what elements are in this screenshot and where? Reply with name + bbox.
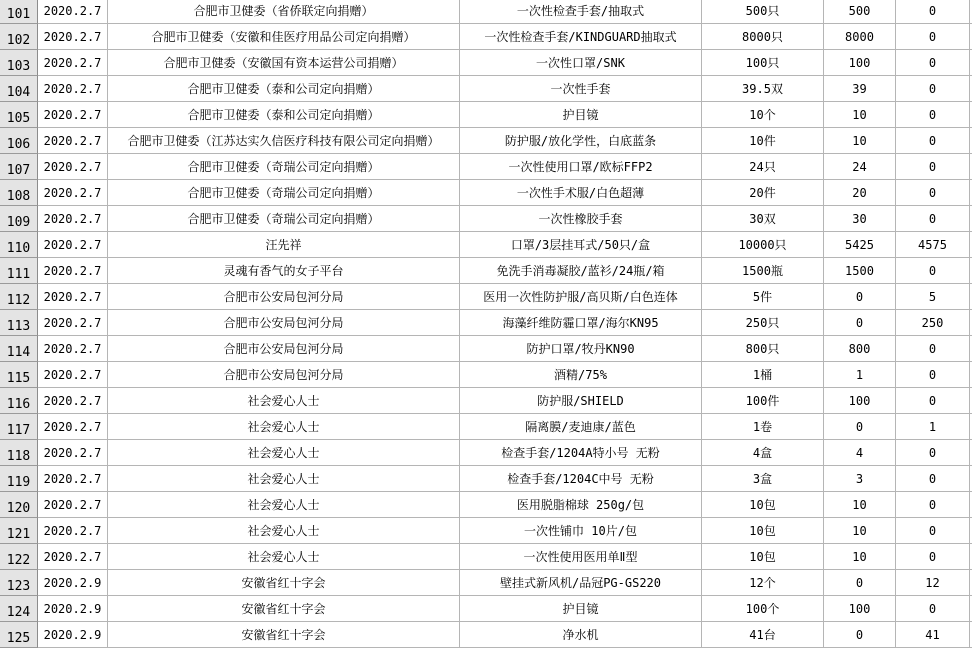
quantity-cell[interactable]: 12个 [702, 570, 824, 596]
row-header[interactable]: 125 [0, 622, 38, 648]
received-cell[interactable]: 30 [824, 206, 896, 232]
quantity-cell[interactable]: 10个 [702, 102, 824, 128]
received-cell[interactable]: 5425 [824, 232, 896, 258]
date-cell[interactable]: 2020.2.7 [38, 388, 108, 414]
row-header[interactable]: 116 [0, 388, 38, 414]
item-cell[interactable]: 口罩/3层挂耳式/50只/盒 [460, 232, 702, 258]
quantity-cell[interactable]: 800只 [702, 336, 824, 362]
donor-cell[interactable]: 合肥市公安局包河分局 [108, 284, 460, 310]
donor-cell[interactable]: 灵魂有香气的女子平台 [108, 258, 460, 284]
date-cell[interactable]: 2020.2.7 [38, 258, 108, 284]
dispatched-cell[interactable]: 0 [896, 362, 970, 388]
quantity-cell[interactable]: 4盒 [702, 440, 824, 466]
item-cell[interactable]: 一次性使用医用单Ⅱ型 [460, 544, 702, 570]
dispatched-cell[interactable]: 0 [896, 180, 970, 206]
donor-cell[interactable]: 合肥市卫健委（奇瑞公司定向捐赠） [108, 206, 460, 232]
quantity-cell[interactable]: 250只 [702, 310, 824, 336]
row-header[interactable]: 122 [0, 544, 38, 570]
table-row [0, 258, 972, 284]
row-header[interactable]: 123 [0, 570, 38, 596]
date-cell[interactable]: 2020.2.9 [38, 570, 108, 596]
received-cell[interactable]: 0 [824, 310, 896, 336]
row-header[interactable]: 113 [0, 310, 38, 336]
item-cell[interactable]: 防护服/SHIELD [460, 388, 702, 414]
dispatched-cell[interactable]: 0 [896, 466, 970, 492]
table-row [0, 206, 972, 232]
quantity-cell[interactable]: 1桶 [702, 362, 824, 388]
dispatched-cell[interactable]: 0 [896, 544, 970, 570]
donor-cell[interactable]: 合肥市卫健委（安徽和佳医疗用品公司定向捐赠） [108, 24, 460, 50]
dispatched-cell[interactable]: 0 [896, 24, 970, 50]
row-header[interactable]: 121 [0, 518, 38, 544]
received-cell[interactable]: 100 [824, 388, 896, 414]
item-cell[interactable]: 一次性检查手套/KINDGUARD抽取式 [460, 24, 702, 50]
received-cell[interactable]: 8000 [824, 24, 896, 50]
row-header[interactable]: 103 [0, 50, 38, 76]
received-cell[interactable]: 0 [824, 570, 896, 596]
quantity-cell[interactable]: 10000只 [702, 232, 824, 258]
donor-cell[interactable]: 社会爱心人士 [108, 544, 460, 570]
donor-cell[interactable]: 社会爱心人士 [108, 440, 460, 466]
received-cell[interactable]: 0 [824, 622, 896, 648]
item-cell[interactable]: 隔离膜/麦迪康/蓝色 [460, 414, 702, 440]
received-cell[interactable]: 20 [824, 180, 896, 206]
received-cell[interactable]: 24 [824, 154, 896, 180]
row-header[interactable]: 109 [0, 206, 38, 232]
date-cell[interactable]: 2020.2.9 [38, 596, 108, 622]
dispatched-cell[interactable]: 0 [896, 206, 970, 232]
date-cell[interactable]: 2020.2.7 [38, 284, 108, 310]
donor-cell[interactable]: 合肥市卫健委（泰和公司定向捐赠） [108, 76, 460, 102]
dispatched-cell[interactable]: 0 [896, 518, 970, 544]
dispatched-cell[interactable]: 5 [896, 284, 970, 310]
table-row [0, 154, 972, 180]
dispatched-cell[interactable]: 0 [896, 128, 970, 154]
received-cell[interactable]: 1 [824, 362, 896, 388]
donor-cell[interactable]: 合肥市卫健委（奇瑞公司定向捐赠） [108, 180, 460, 206]
date-cell[interactable]: 2020.2.7 [38, 76, 108, 102]
received-cell[interactable]: 800 [824, 336, 896, 362]
item-cell[interactable]: 护目镜 [460, 102, 702, 128]
received-cell[interactable]: 10 [824, 102, 896, 128]
donor-cell[interactable]: 社会爱心人士 [108, 388, 460, 414]
received-cell[interactable]: 100 [824, 596, 896, 622]
item-cell[interactable]: 一次性橡胶手套 [460, 206, 702, 232]
table-row [0, 440, 972, 466]
received-cell[interactable]: 10 [824, 128, 896, 154]
dispatched-cell[interactable]: 0 [896, 440, 970, 466]
quantity-cell[interactable]: 100个 [702, 596, 824, 622]
donor-cell[interactable]: 合肥市卫健委（江苏达实久信医疗科技有限公司定向捐赠） [108, 128, 460, 154]
table-row [0, 310, 972, 336]
row-header[interactable]: 124 [0, 596, 38, 622]
row-header[interactable]: 101 [0, 0, 38, 24]
quantity-cell[interactable]: 41台 [702, 622, 824, 648]
quantity-cell[interactable]: 10包 [702, 518, 824, 544]
date-cell[interactable]: 2020.2.7 [38, 310, 108, 336]
date-cell[interactable]: 2020.2.7 [38, 414, 108, 440]
quantity-cell[interactable]: 24只 [702, 154, 824, 180]
donor-cell[interactable]: 安徽省红十字会 [108, 596, 460, 622]
table-row [0, 102, 972, 128]
item-cell[interactable]: 一次性使用口罩/欧标FFP2 [460, 154, 702, 180]
received-cell[interactable]: 10 [824, 518, 896, 544]
date-cell[interactable]: 2020.2.7 [38, 128, 108, 154]
received-cell[interactable]: 0 [824, 414, 896, 440]
table-row [0, 596, 972, 622]
row-header[interactable]: 106 [0, 128, 38, 154]
date-cell[interactable]: 2020.2.7 [38, 154, 108, 180]
row-header[interactable]: 117 [0, 414, 38, 440]
item-cell[interactable]: 海藻纤维防霾口罩/海尔KN95 [460, 310, 702, 336]
row-header[interactable]: 110 [0, 232, 38, 258]
dispatched-cell[interactable]: 0 [896, 596, 970, 622]
dispatched-cell[interactable]: 0 [896, 76, 970, 102]
table-row [0, 284, 972, 310]
row-header[interactable]: 114 [0, 336, 38, 362]
item-cell[interactable]: 净水机 [460, 622, 702, 648]
date-cell[interactable]: 2020.2.7 [38, 362, 108, 388]
quantity-cell[interactable]: 500只 [702, 0, 824, 24]
dispatched-cell[interactable]: 0 [896, 492, 970, 518]
table-row [0, 50, 972, 76]
quantity-cell[interactable]: 30双 [702, 206, 824, 232]
date-cell[interactable]: 2020.2.7 [38, 518, 108, 544]
donor-cell[interactable]: 合肥市卫健委（奇瑞公司定向捐赠） [108, 154, 460, 180]
date-cell[interactable]: 2020.2.7 [38, 440, 108, 466]
quantity-cell[interactable]: 10包 [702, 544, 824, 570]
row-header[interactable]: 107 [0, 154, 38, 180]
item-cell[interactable]: 防护口罩/牧丹KN90 [460, 336, 702, 362]
date-cell[interactable]: 2020.2.7 [38, 544, 108, 570]
date-cell[interactable]: 2020.2.7 [38, 50, 108, 76]
date-cell[interactable]: 2020.2.7 [38, 24, 108, 50]
quantity-cell[interactable]: 10包 [702, 492, 824, 518]
donor-cell[interactable]: 社会爱心人士 [108, 414, 460, 440]
table-row [0, 76, 972, 102]
dispatched-cell[interactable]: 0 [896, 154, 970, 180]
item-cell[interactable]: 壁挂式新风机/品冠PG-GS220 [460, 570, 702, 596]
date-cell[interactable]: 2020.2.7 [38, 336, 108, 362]
quantity-cell[interactable]: 100件 [702, 388, 824, 414]
donor-cell[interactable]: 合肥市卫健委（省侨联定向捐赠） [108, 0, 460, 24]
item-cell[interactable]: 一次性检查手套/抽取式 [460, 0, 702, 24]
table-row [0, 622, 972, 648]
date-cell[interactable]: 2020.2.7 [38, 492, 108, 518]
donor-cell[interactable]: 合肥市卫健委（泰和公司定向捐赠） [108, 102, 460, 128]
donor-cell[interactable]: 安徽省红十字会 [108, 622, 460, 648]
received-cell[interactable]: 500 [824, 0, 896, 24]
row-header[interactable]: 108 [0, 180, 38, 206]
donor-cell[interactable]: 社会爱心人士 [108, 492, 460, 518]
table-row [0, 414, 972, 440]
item-cell[interactable]: 酒精/75% [460, 362, 702, 388]
date-cell[interactable]: 2020.2.7 [38, 102, 108, 128]
table-row [0, 336, 972, 362]
date-cell[interactable]: 2020.2.7 [38, 180, 108, 206]
donor-cell[interactable]: 汪先祥 [108, 232, 460, 258]
table-row [0, 570, 972, 596]
received-cell[interactable]: 0 [824, 284, 896, 310]
row-header[interactable]: 115 [0, 362, 38, 388]
donor-cell[interactable]: 社会爱心人士 [108, 466, 460, 492]
dispatched-cell[interactable]: 0 [896, 0, 970, 24]
quantity-cell[interactable]: 20件 [702, 180, 824, 206]
quantity-cell[interactable]: 39.5双 [702, 76, 824, 102]
item-cell[interactable]: 护目镜 [460, 596, 702, 622]
table-row [0, 466, 972, 492]
quantity-cell[interactable]: 3盒 [702, 466, 824, 492]
item-cell[interactable]: 检查手套/1204A特小号 无粉 [460, 440, 702, 466]
dispatched-cell[interactable]: 250 [896, 310, 970, 336]
table-row [0, 544, 972, 570]
row-header[interactable]: 118 [0, 440, 38, 466]
row-header[interactable]: 102 [0, 24, 38, 50]
dispatched-cell[interactable]: 4575 [896, 232, 970, 258]
table-row [0, 388, 972, 414]
date-cell[interactable]: 2020.2.7 [38, 0, 108, 24]
item-cell[interactable]: 医用脱脂棉球 250g/包 [460, 492, 702, 518]
row-header[interactable]: 120 [0, 492, 38, 518]
received-cell[interactable]: 4 [824, 440, 896, 466]
quantity-cell[interactable]: 100只 [702, 50, 824, 76]
item-cell[interactable]: 一次性口罩/SNK [460, 50, 702, 76]
date-cell[interactable]: 2020.2.7 [38, 206, 108, 232]
table-row [0, 362, 972, 388]
item-cell[interactable]: 一次性手术服/白色超薄 [460, 180, 702, 206]
donor-cell[interactable]: 合肥市卫健委（安徽国有资本运营公司捐赠） [108, 50, 460, 76]
table-row [0, 492, 972, 518]
table-row [0, 180, 972, 206]
item-cell[interactable]: 一次性手套 [460, 76, 702, 102]
item-cell[interactable]: 检查手套/1204C中号 无粉 [460, 466, 702, 492]
received-cell[interactable]: 3 [824, 466, 896, 492]
dispatched-cell[interactable]: 0 [896, 50, 970, 76]
donor-cell[interactable]: 安徽省红十字会 [108, 570, 460, 596]
table-row [0, 0, 972, 24]
date-cell[interactable]: 2020.2.7 [38, 232, 108, 258]
received-cell[interactable]: 100 [824, 50, 896, 76]
dispatched-cell[interactable]: 0 [896, 336, 970, 362]
row-header[interactable]: 105 [0, 102, 38, 128]
dispatched-cell[interactable]: 0 [896, 388, 970, 414]
table-row [0, 518, 972, 544]
row-header[interactable]: 104 [0, 76, 38, 102]
dispatched-cell[interactable]: 1 [896, 414, 970, 440]
dispatched-cell[interactable]: 0 [896, 102, 970, 128]
received-cell[interactable]: 39 [824, 76, 896, 102]
table-row [0, 24, 972, 50]
donor-cell[interactable]: 社会爱心人士 [108, 518, 460, 544]
row-header[interactable]: 112 [0, 284, 38, 310]
received-cell[interactable]: 1500 [824, 258, 896, 284]
item-cell[interactable]: 防护服/放化学性，白底蓝条 [460, 128, 702, 154]
table-row [0, 232, 972, 258]
quantity-cell[interactable]: 1卷 [702, 414, 824, 440]
donor-cell[interactable]: 合肥市公安局包河分局 [108, 310, 460, 336]
donor-cell[interactable]: 合肥市公安局包河分局 [108, 362, 460, 388]
row-header[interactable]: 111 [0, 258, 38, 284]
quantity-cell[interactable]: 1500瓶 [702, 258, 824, 284]
table-row [0, 128, 972, 154]
date-cell[interactable]: 2020.2.7 [38, 466, 108, 492]
received-cell[interactable]: 10 [824, 492, 896, 518]
donor-cell[interactable]: 合肥市公安局包河分局 [108, 336, 460, 362]
dispatched-cell[interactable]: 0 [896, 258, 970, 284]
quantity-cell[interactable]: 10件 [702, 128, 824, 154]
received-cell[interactable]: 10 [824, 544, 896, 570]
item-cell[interactable]: 一次性铺巾 10片/包 [460, 518, 702, 544]
quantity-cell[interactable]: 5件 [702, 284, 824, 310]
dispatched-cell[interactable]: 12 [896, 570, 970, 596]
dispatched-cell[interactable]: 41 [896, 622, 970, 648]
quantity-cell[interactable]: 8000只 [702, 24, 824, 50]
item-cell[interactable]: 医用一次性防护服/高贝斯/白色连体 [460, 284, 702, 310]
date-cell[interactable]: 2020.2.9 [38, 622, 108, 648]
item-cell[interactable]: 免洗手消毒凝胶/蓝衫/24瓶/箱 [460, 258, 702, 284]
row-header[interactable]: 119 [0, 466, 38, 492]
